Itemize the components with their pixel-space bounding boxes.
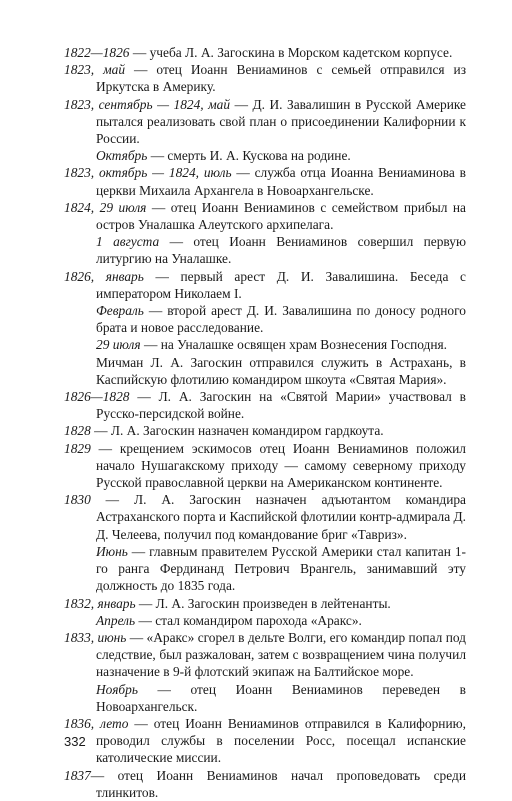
page-number: 332 <box>64 734 86 749</box>
entry-date: 1832, январь <box>64 595 136 611</box>
chronology-entry <box>64 491 466 543</box>
chronology-entry <box>64 595 466 612</box>
entry-date: 1823, сентябрь — 1824, май <box>64 96 231 112</box>
entry-date: 1830 <box>64 492 91 508</box>
entry-text: — отец Иоанн Вениаминов с семейством прибыл на остров Уналашка Алеутского архипелага. <box>96 199 466 233</box>
entry-date: 29 июля <box>96 337 141 353</box>
entry-date: Октябрь <box>96 148 148 164</box>
chronology-subentry <box>64 681 466 715</box>
entry-text: — крещением эскимосов отец Иоанн Вениаминов положил начало Нушагакскому приходу — самому северному приходу Русской православной церкви на Американском континенте. <box>90 440 466 491</box>
chronology-subentry <box>64 147 466 164</box>
chronology-entry <box>64 44 466 61</box>
entry-date: 1 августа <box>96 234 160 250</box>
entry-text: — Л. А. Загоскин назначен адъютантом командира Астраханского порта и Каспийской флотилии контр-адмирала Д. Д. Челеева, получил под командование бриг «Тавриз». <box>90 492 466 542</box>
entry-date: Февраль <box>96 303 144 319</box>
entry-date: Апрель <box>96 612 136 628</box>
entry-date: 1828 <box>64 423 91 439</box>
chronology-entry <box>64 268 466 302</box>
entry-text: — «Аракс» сгорел в дельте Волги, его командир попал под следствие, был разжалован, затем с возвращением чина получил назначение в 9-й флотский экипаж на Балтийское море. <box>96 629 466 680</box>
entry-text: — отец Иоанн Вениаминов переведен в Новоархангельск. <box>96 681 466 714</box>
chronology-subentry <box>64 543 466 595</box>
entry-text: — отец Иоанн Вениаминов совершил первую литургию на Уналашке. <box>96 234 466 267</box>
entry-text: — Л. А. Загоскин произведен в лейтенанты. <box>135 595 391 611</box>
chronology-entry <box>64 422 466 439</box>
entry-text: — смерть И. А. Кускова на родине. <box>147 148 351 164</box>
entry-text: — отец Иоанн Вениаминов отправился в Калифорнию, проводил службы в поселении Росс, посещал испанские католические миссии. <box>96 715 466 766</box>
chronology-entry <box>64 164 466 198</box>
chronology-subentry <box>64 233 466 267</box>
entry-date: 1836, лето <box>64 715 129 731</box>
entry-text: — Л. А. Загоскин назначен командиром гардкоута. <box>90 423 384 439</box>
entry-text: — второй арест Д. И. Завалишина по доносу родного брата и новое расследование. <box>96 303 466 336</box>
chronology-subentry <box>64 354 466 388</box>
chronology-entry <box>64 61 466 95</box>
chronology-entry <box>64 199 466 233</box>
entry-date: 1837 <box>64 767 91 783</box>
entry-date: 1833, июнь <box>64 629 127 645</box>
entry-date: 1826—1828 <box>64 389 130 405</box>
entry-text: — отец Иоанн Вениаминов с семьей отправился из Иркутска в Америку. <box>96 62 467 95</box>
entry-text: — учеба Л. А. Загоскина в Морском кадетском корпусе. <box>129 45 453 60</box>
chronology-entry <box>64 629 466 681</box>
entry-date: 1824, 29 июля <box>64 199 147 215</box>
entry-text: — Л. А. Загоскин на «Святой Марии» участвовал в Русско-персидской войне. <box>96 389 466 422</box>
entry-text: — на Уналашке освящен храм Вознесения Господня. <box>140 337 448 353</box>
entry-date: 1826, январь <box>64 268 144 284</box>
entry-date: Июнь <box>96 543 128 559</box>
entry-date: 1829 <box>64 440 91 456</box>
chronology-entry <box>64 715 466 767</box>
entry-text: — отец Иоанн Вениаминов начал проповедовать среди тлинкитов. <box>90 767 466 800</box>
chronology-entry <box>64 96 466 148</box>
entry-text: Мичман Л. А. Загоскин отправился служить в Астрахань, в Каспийскую флотилию командиром шкоута «Святая Мария». <box>96 354 466 387</box>
entry-date: 1823, май <box>64 62 126 78</box>
entry-text: — Д. И. Завалишин в Русской Америке пытался реализовать свой план о присоединении Калифорнии к России. <box>96 96 466 147</box>
entry-date: Ноябрь <box>96 681 138 697</box>
entry-text: — служба отца Иоанна Вениаминова в церкви Михаила Архангела в Новоархангельске. <box>96 165 466 198</box>
entry-date: 1822—1826 <box>64 45 130 60</box>
chronology-entry <box>64 440 466 492</box>
chronology-subentry <box>64 302 466 336</box>
chronology-entry <box>64 767 466 801</box>
chronology-subentry <box>64 612 466 629</box>
entry-text: — стал командиром парохода «Аракс». <box>135 612 362 628</box>
entry-text: — главным правителем Русской Америки стал капитан 1-го ранга Фердинанд Петрович Врангель, занимавший эту должность до 1835 года. <box>96 543 466 594</box>
chronology-subentry <box>64 336 466 353</box>
chronology-text <box>64 44 466 801</box>
chronology-entry <box>64 388 466 422</box>
entry-date: 1823, октябрь — 1824, июль <box>64 165 232 181</box>
entry-text: — первый арест Д. И. Завалишина. Беседа с императором Николаем I. <box>96 268 466 301</box>
